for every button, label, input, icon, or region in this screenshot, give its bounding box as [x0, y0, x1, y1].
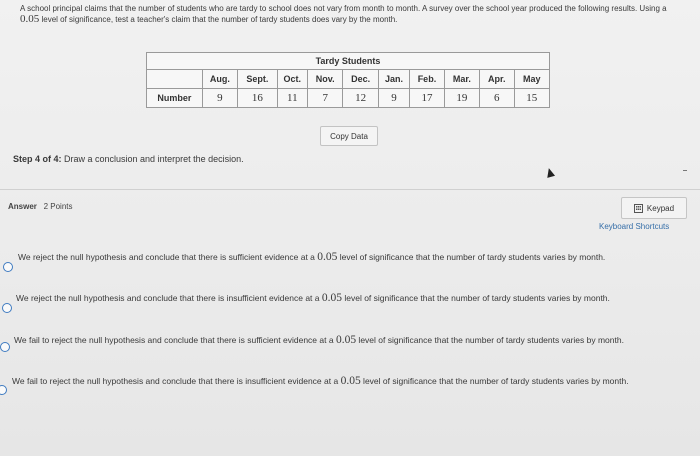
table-title: Tardy Students: [147, 53, 550, 70]
answer-option-2[interactable]: [0, 292, 700, 328]
radio-button[interactable]: [3, 262, 13, 272]
step-text: Draw a conclusion and interpret the decision.: [61, 154, 244, 164]
answer-header: [8, 202, 72, 211]
problem-statement: [20, 4, 670, 25]
option-text: [16, 292, 696, 305]
problem-text-after: level of significance, test a teacher's claim that the number of tardy students does vary by the month.: [39, 15, 398, 24]
month-header: Nov.: [307, 70, 342, 89]
month-header: Mar.: [444, 70, 479, 89]
answer-label: Answer: [8, 202, 37, 211]
step-instruction: [13, 154, 244, 164]
answer-option-3[interactable]: [0, 334, 700, 370]
mouse-cursor-icon: [545, 167, 555, 178]
row-label: Number: [147, 89, 203, 108]
radio-button[interactable]: [0, 385, 7, 395]
month-header: Apr.: [480, 70, 514, 89]
answer-option-4[interactable]: [0, 375, 700, 411]
option-text-post: level of significance that the number of tardy students varies by month.: [356, 335, 624, 345]
section-divider: [0, 189, 700, 190]
copy-data-button[interactable]: Copy Data: [320, 126, 378, 146]
table-cell: 9: [378, 89, 409, 108]
option-text-post: level of significance that the number of tardy students varies by month.: [360, 376, 629, 386]
option-text-pre: We fail to reject the null hypothesis and conclude that there is insufficient evidence at a: [12, 376, 341, 386]
answer-points: 2 Points: [43, 202, 73, 211]
problem-text-before: A school principal claims that the number of students who are tardy to school does not vary from month to month. A survey over the school year produced the following results. Using a: [20, 4, 667, 13]
option-alpha: 0.05: [317, 251, 338, 263]
table-cell: 19: [444, 89, 479, 108]
month-header: Feb.: [410, 70, 444, 89]
keyboard-shortcuts-link[interactable]: Keyboard Shortcuts: [599, 222, 670, 231]
month-header: Jan.: [378, 70, 409, 89]
keypad-button[interactable]: [621, 197, 687, 219]
keypad-label: Keypad: [646, 203, 675, 213]
divider-mark: [683, 170, 687, 171]
table-cell: 15: [514, 89, 549, 108]
table-row: [147, 89, 550, 108]
option-text: [12, 375, 692, 388]
tardy-table-container: [146, 52, 550, 108]
table-cell: 7: [307, 89, 342, 108]
month-header: Aug.: [202, 70, 237, 89]
table-cell: 17: [410, 89, 444, 108]
answer-option-1[interactable]: [0, 250, 700, 286]
alpha-value: 0.05: [20, 13, 40, 25]
table-cell: 6: [480, 89, 514, 108]
step-label: Step 4 of 4:: [13, 154, 62, 164]
table-title-row: [147, 53, 550, 70]
tardy-students-table: [146, 52, 550, 108]
option-alpha: 0.05: [335, 334, 357, 346]
option-alpha: 0.05: [340, 375, 361, 387]
option-text-pre: We fail to reject the null hypothesis and conclude that there is sufficient evidence at a: [14, 335, 336, 345]
month-header: Sept.: [238, 70, 277, 89]
table-cell: 12: [343, 89, 378, 108]
month-header: May: [514, 70, 549, 89]
keypad-icon: [634, 204, 643, 213]
table-cell: 9: [202, 89, 237, 108]
table-cell: 11: [277, 89, 307, 108]
option-text: [18, 251, 698, 264]
option-text-post: level of significance that the number of tardy students varies by month.: [342, 293, 610, 303]
option-text-pre: We reject the null hypothesis and conclude that there is insufficient evidence at a: [16, 293, 322, 303]
option-text: [14, 334, 694, 347]
table-corner-cell: [147, 70, 203, 89]
option-text-post: level of significance that the number of tardy students varies by month.: [337, 252, 606, 262]
month-header: Oct.: [277, 70, 307, 89]
option-alpha: 0.05: [321, 292, 342, 304]
radio-button[interactable]: [2, 303, 12, 313]
radio-button[interactable]: [0, 342, 10, 352]
month-header: Dec.: [343, 70, 378, 89]
table-header-row: [147, 70, 550, 89]
option-text-pre: We reject the null hypothesis and conclude that there is sufficient evidence at a: [18, 252, 318, 262]
table-cell: 16: [238, 89, 277, 108]
